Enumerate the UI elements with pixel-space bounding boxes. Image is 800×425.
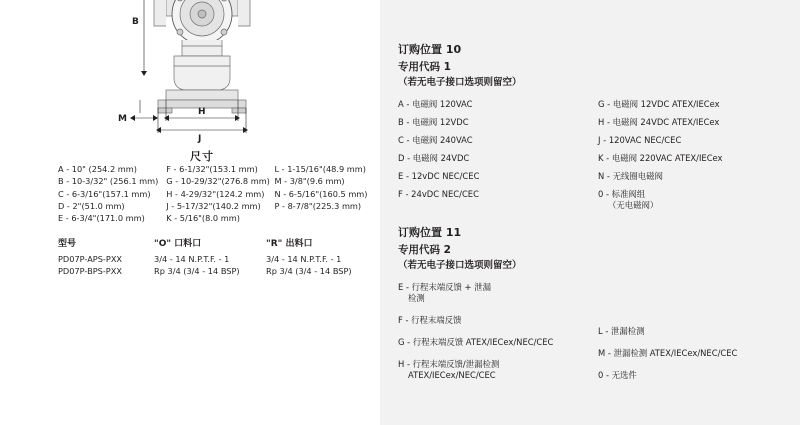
dimension-item: A - 10" (254.2 mm) [58, 164, 137, 174]
option-item[interactable]: B - 电磁阀 12VDC [398, 117, 469, 127]
section10-subtitle: 专用代码 1 [398, 61, 451, 73]
option-item[interactable] [598, 189, 788, 211]
option-item[interactable]: G - 电磁阀 12VDC ATEX/IECex [598, 99, 720, 109]
table-row [58, 265, 378, 278]
dimensions-lists [58, 163, 368, 224]
dimension-item: B - 10-3/32" (256.1 mm) [58, 176, 159, 187]
option-label: 0 - 标准阀组 [598, 189, 646, 199]
option-item[interactable] [398, 282, 598, 304]
option-sublabel: 检测 [408, 293, 425, 303]
dimension-item: N - 6-5/16"(160.5 mm) [274, 188, 368, 199]
section10-options-left [398, 99, 598, 218]
svg-text:B: B [132, 17, 139, 27]
dimensions-column-1 [58, 163, 166, 224]
dimension-item: E - 6-3/4"(171.0 mm) [58, 213, 145, 224]
option-item[interactable]: G - 行程末端反馈 ATEX/IECex/NEC/CEC [398, 337, 554, 347]
column-header-inlet: "O" 口料口 [154, 239, 202, 249]
option-sublabel: （无电磁阀） [608, 200, 659, 210]
dimension-item: C - 6-3/16"(157.1 mm) [58, 188, 151, 199]
option-item[interactable]: H - 电磁阀 24VDC ATEX/IECex [598, 117, 720, 127]
dimension-item: F - 6-1/32"(153.1 mm) [166, 164, 258, 174]
cell-inlet: 3/4 - 14 N.P.T.F. - 1 [154, 253, 230, 264]
dimension-item: P - 8-7/8"(225.3 mm) [274, 200, 362, 211]
option-item[interactable]: E - 12vDC NEC/CEC [398, 171, 480, 181]
dimension-item: J - 5-17/32"(140.2 mm) [166, 200, 261, 211]
section-ordering-position-10 [380, 42, 800, 218]
dimension-item: M - 3/8"(9.6 mm) [274, 176, 345, 187]
option-item[interactable]: L - 泄漏检测 [598, 326, 645, 336]
model-port-table [58, 238, 378, 278]
section11-options-left [398, 282, 598, 392]
dimension-item: G - 10-29/32"(276.8 mm) [166, 176, 270, 187]
cell-outlet: 3/4 - 14 N.P.T.F. - 1 [266, 253, 342, 264]
option-item[interactable]: A - 电磁阀 120VAC [398, 99, 473, 109]
section10-title: 订购位置 10 [398, 43, 462, 56]
table-row [58, 253, 378, 266]
dimensions-title: 尺寸 [190, 150, 214, 163]
dimension-item: H - 4-29/32"(124.2 mm) [166, 188, 265, 199]
option-item[interactable] [398, 359, 598, 381]
option-item[interactable]: D - 电磁阀 24VDC [398, 153, 470, 163]
table-header-row [58, 238, 378, 251]
dimensions-column-2 [166, 163, 274, 224]
pump-technical-drawing [110, 0, 340, 145]
section11-options-right [598, 282, 788, 392]
option-item[interactable]: K - 电磁阀 220VAC ATEX/IECex [598, 153, 723, 163]
svg-text:M: M [118, 114, 127, 124]
section11-title: 订购位置 11 [398, 226, 462, 239]
option-item[interactable]: C - 电磁阀 240VAC [398, 135, 473, 145]
option-item[interactable]: M - 泄漏检测 ATEX/IECex/NEC/CEC [598, 348, 738, 358]
section-ordering-position-11 [380, 225, 800, 392]
cell-inlet: Rp 3/4 (3/4 - 14 BSP) [154, 266, 240, 276]
ordering-options-panel [380, 0, 800, 425]
option-sublabel: ATEX/IECex/NEC/CEC [408, 370, 496, 380]
option-item[interactable]: 0 - 无选件 [598, 370, 637, 380]
section10-options-right [598, 99, 788, 218]
section11-note: （若无电子接口选项则留空） [398, 260, 522, 271]
column-header-model: 型号 [58, 239, 77, 249]
option-item[interactable]: F - 24vDC NEC/CEC [398, 189, 479, 199]
option-item[interactable]: F - 行程末端反馈 [398, 315, 462, 325]
left-drawing-panel [0, 0, 380, 425]
section11-subtitle: 专用代码 2 [398, 244, 451, 256]
cell-outlet: Rp 3/4 (3/4 - 14 BSP) [266, 266, 352, 276]
option-label: H - 行程末端反馈/泄漏检测 [398, 359, 500, 369]
option-label: E - 行程末端反馈 + 泄漏 [398, 282, 491, 292]
dimension-item: D - 2"(51.0 mm) [58, 200, 125, 211]
cell-model: PD07P-BPS-PXX [58, 266, 122, 276]
dimensions-column-3 [275, 163, 368, 224]
column-header-outlet: "R" 出料口 [266, 239, 313, 249]
section10-note: （若无电子接口选项则留空） [398, 77, 522, 88]
dimension-item: L - 1-15/16"(48.9 mm) [274, 164, 366, 174]
option-item[interactable]: N - 无线圈电磁阀 [598, 171, 663, 181]
svg-text:H: H [198, 107, 206, 117]
dimension-item: K - 5/16"(8.0 mm) [166, 213, 240, 224]
option-item[interactable]: J - 120VAC NEC/CEC [598, 135, 682, 145]
svg-text:J: J [198, 134, 202, 144]
cell-model: PD07P-APS-PXX [58, 253, 123, 264]
